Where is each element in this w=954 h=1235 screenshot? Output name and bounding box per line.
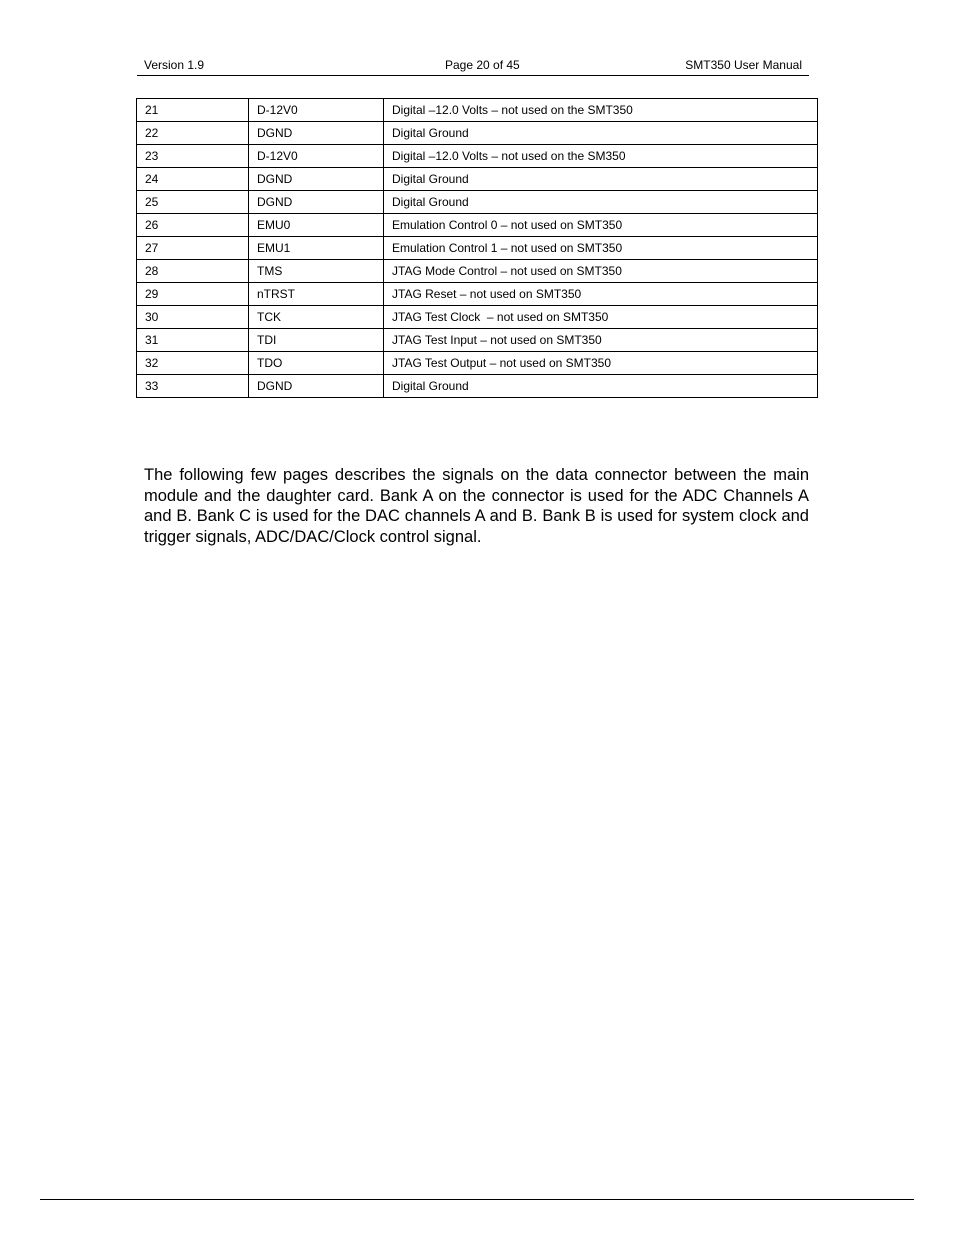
description-cell: Digital Ground xyxy=(384,191,818,214)
signal-name-cell: nTRST xyxy=(249,283,384,306)
table-row xyxy=(137,329,818,352)
description-cell: Emulation Control 0 – not used on SMT350 xyxy=(384,214,818,237)
pin-number-cell: 27 xyxy=(137,237,249,260)
table-row xyxy=(137,306,818,329)
table-row xyxy=(137,283,818,306)
pin-number-cell: 22 xyxy=(137,122,249,145)
signal-name-cell: TMS xyxy=(249,260,384,283)
description-cell: JTAG Reset – not used on SMT350 xyxy=(384,283,818,306)
version-label: Version 1.9 xyxy=(144,58,205,72)
page-number: Page 20 of 45 xyxy=(445,58,520,72)
table-row xyxy=(137,352,818,375)
pin-number-cell: 24 xyxy=(137,168,249,191)
signal-name-cell: EMU0 xyxy=(249,214,384,237)
table-row xyxy=(137,99,818,122)
table-row xyxy=(137,191,818,214)
description-cell: Digital Ground xyxy=(384,122,818,145)
table-row xyxy=(137,237,818,260)
signal-name-cell: EMU1 xyxy=(249,237,384,260)
signal-name-cell: DGND xyxy=(249,168,384,191)
table-row xyxy=(137,122,818,145)
table-row xyxy=(137,168,818,191)
description-cell: Digital –12.0 Volts – not used on the SM350 xyxy=(384,145,818,168)
pin-number-cell: 31 xyxy=(137,329,249,352)
description-cell: Digital –12.0 Volts – not used on the SMT350 xyxy=(384,99,818,122)
footer-divider xyxy=(40,1199,914,1200)
pin-number-cell: 25 xyxy=(137,191,249,214)
description-cell: JTAG Mode Control – not used on SMT350 xyxy=(384,260,818,283)
description-cell: JTAG Test Input – not used on SMT350 xyxy=(384,329,818,352)
signal-name-cell: D-12V0 xyxy=(249,99,384,122)
table-row xyxy=(137,260,818,283)
description-cell: Emulation Control 1 – not used on SMT350 xyxy=(384,237,818,260)
signal-name-cell: TDI xyxy=(249,329,384,352)
signal-name-cell: D-12V0 xyxy=(249,145,384,168)
table-row xyxy=(137,375,818,398)
table-row xyxy=(137,145,818,168)
pin-number-cell: 23 xyxy=(137,145,249,168)
description-cell: Digital Ground xyxy=(384,375,818,398)
description-cell: Digital Ground xyxy=(384,168,818,191)
signal-name-cell: DGND xyxy=(249,122,384,145)
signal-name-cell: TDO xyxy=(249,352,384,375)
pin-number-cell: 30 xyxy=(137,306,249,329)
signal-name-cell: TCK xyxy=(249,306,384,329)
description-cell: JTAG Test Clock – not used on SMT350 xyxy=(384,306,818,329)
pin-number-cell: 21 xyxy=(137,99,249,122)
description-cell: JTAG Test Output – not used on SMT350 xyxy=(384,352,818,375)
signal-name-cell: DGND xyxy=(249,375,384,398)
page-header xyxy=(137,55,809,76)
pin-number-cell: 32 xyxy=(137,352,249,375)
pin-number-cell: 29 xyxy=(137,283,249,306)
pin-table xyxy=(136,98,818,398)
pin-number-cell: 26 xyxy=(137,214,249,237)
pin-number-cell: 33 xyxy=(137,375,249,398)
pin-table-body xyxy=(137,99,818,398)
signal-name-cell: DGND xyxy=(249,191,384,214)
pin-number-cell: 28 xyxy=(137,260,249,283)
body-paragraph: The following few pages describes the signals on the data connector between the main module and the daughter card. Bank A on the connector is used for the ADC Channels A and B. Bank C is used for the DAC channels A and B. Bank B is used for system clock and trigger signals, ADC/DAC/Clock control signal. xyxy=(144,466,809,546)
manual-title: SMT350 User Manual xyxy=(685,58,802,72)
table-row xyxy=(137,214,818,237)
